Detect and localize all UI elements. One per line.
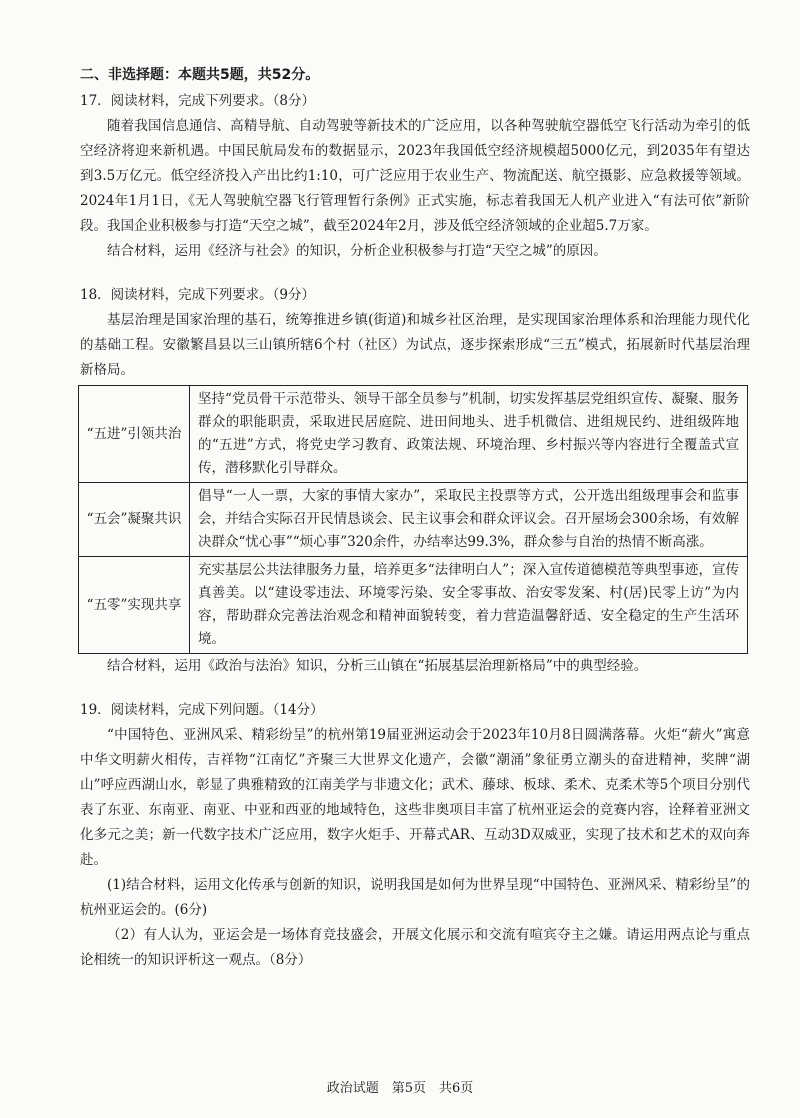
section-title: 二、非选择题：本题共5题，共52分。 <box>80 67 320 83</box>
table-row <box>79 483 748 557</box>
row-content-wuhui: 倡导“一人一票，大家的事情大家办”，采取民主投票等方式，公开选出组级理事会和监事会，并结合实际召开民情恳谈会、民主议事会和群众评议会。召开屋场会300余场，有效解决群众“忧心事”“烦心事”320余件，办结率达99.3%，群众参与自治的热情不断高涨。 <box>190 483 748 557</box>
question-19 <box>80 699 750 973</box>
q19-subquestion-1: (1)结合材料，运用文化传承与创新的知识，说明我国是如何为世界呈现“中国特色、亚洲风采、精彩纷呈”的杭州亚运会的。(6分) <box>80 877 750 918</box>
q19-subquestion-2: （2）有人认为，亚运会是一场体育竞技盛会，开展文化展示和交流有喧宾夺主之嫌。请运用两点论与重点论相统一的知识评析这一观点。（8分） <box>80 927 750 968</box>
row-label-wuling: “五零”实现共享 <box>79 557 190 654</box>
page-footer: 政治试题 第5页 共6页 <box>326 1081 474 1096</box>
q18-practice-table <box>78 385 748 654</box>
q18-task: 结合材料，运用《政治与法治》知识，分析三山镇在“拓展基层治理新格局”中的典型经验。 <box>107 658 648 674</box>
q18-heading: 18．阅读材料，完成下列要求。（9分） <box>80 287 316 303</box>
q17-task: 结合材料，运用《经济与社会》的知识，分析企业积极参与打造“天空之城”的原因。 <box>107 243 607 259</box>
row-label-wuhui: “五会”凝聚共识 <box>79 483 190 557</box>
q17-heading: 17．阅读材料，完成下列要求。（8分） <box>80 93 316 109</box>
table-row <box>79 557 748 654</box>
question-18 <box>80 284 750 679</box>
row-label-wujin: “五进”引领共治 <box>79 386 190 483</box>
question-17 <box>80 90 750 264</box>
q19-material: “中国特色、亚洲风采、精彩纷呈”的杭州第19届亚洲运动会于2023年10月8日圆满落幕。火炬“薪火”寓意中华文明薪火相传，吉祥物“江南忆”齐聚三大世界文化遗产，会徽“潮涌”象征勇立潮头的奋进精神，奖牌“湖山”呼应西湖山水，彰显了典雅精致的江南美学与非遗文化；武术、藤球、板球、柔术、克柔术等5个项目分别代表了东亚、东南亚、南亚、中亚和西亚的地域特色，这些非奥项目丰富了杭州亚运会的竞赛内容，诠释着亚洲文化多元之美；新一代数字技术广泛应用，数字火炬手、开幕式AR、互动3D双威亚，实现了技术和艺术的双向奔赴。 <box>80 727 750 868</box>
table-row <box>79 386 748 483</box>
row-content-wuling: 充实基层公共法律服务力量，培养更多“法律明白人”；深入宣传道德模范等典型事迹，宣传真善美。以“建设零违法、环境零污染、安全零事故、治安零发案、村(居)民零上访”为内容，帮助群众完善法治观念和精神面貌转变，着力营造温馨舒适、安全稳定的生产生活环境。 <box>190 557 748 654</box>
q17-material: 随着我国信息通信、高精导航、自动驾驶等新技术的广泛应用，以各种驾驶航空器低空飞行活动为牵引的低空经济将迎来新机遇。中国民航局发布的数据显示，2023年我国低空经济规模超5000亿元，到2035年有望达到3.5万亿元。低空经济投入产出比约1:10，可广泛应用于农业生产、物流配送、航空摄影、应急救援等领域。2024年1月1日，《无人驾驶航空器飞行管理暂行条例》正式实施，标志着我国无人机产业进入“有法可依”新阶段。我国企业积极参与打造“天空之城”，截至2024年2月，涉及低空经济领域的企业超5.7万家。 <box>80 118 750 234</box>
row-content-wujin: 坚持“党员骨干示范带头、领导干部全员参与”机制，切实发挥基层党组织宣传、凝聚、服务群众的职能职责，采取进民居庭院、进田间地头、进手机微信、进组规民约、进组级阵地的“五进”方式，将党史学习教育、政策法规、环境治理、乡村振兴等内容进行全覆盖式宣传，潜移默化引导群众。 <box>190 386 748 483</box>
q19-heading: 19．阅读材料，完成下列问题。（14分） <box>80 702 324 718</box>
q18-material: 基层治理是国家治理的基石，统筹推进乡镇(街道)和城乡社区治理，是实现国家治理体系和治理能力现代化的基础工程。安徽繁昌县以三山镇所辖6个村（社区）为试点，逐步探索形成“三五”模式，拓展新时代基层治理新格局。 <box>80 312 750 378</box>
